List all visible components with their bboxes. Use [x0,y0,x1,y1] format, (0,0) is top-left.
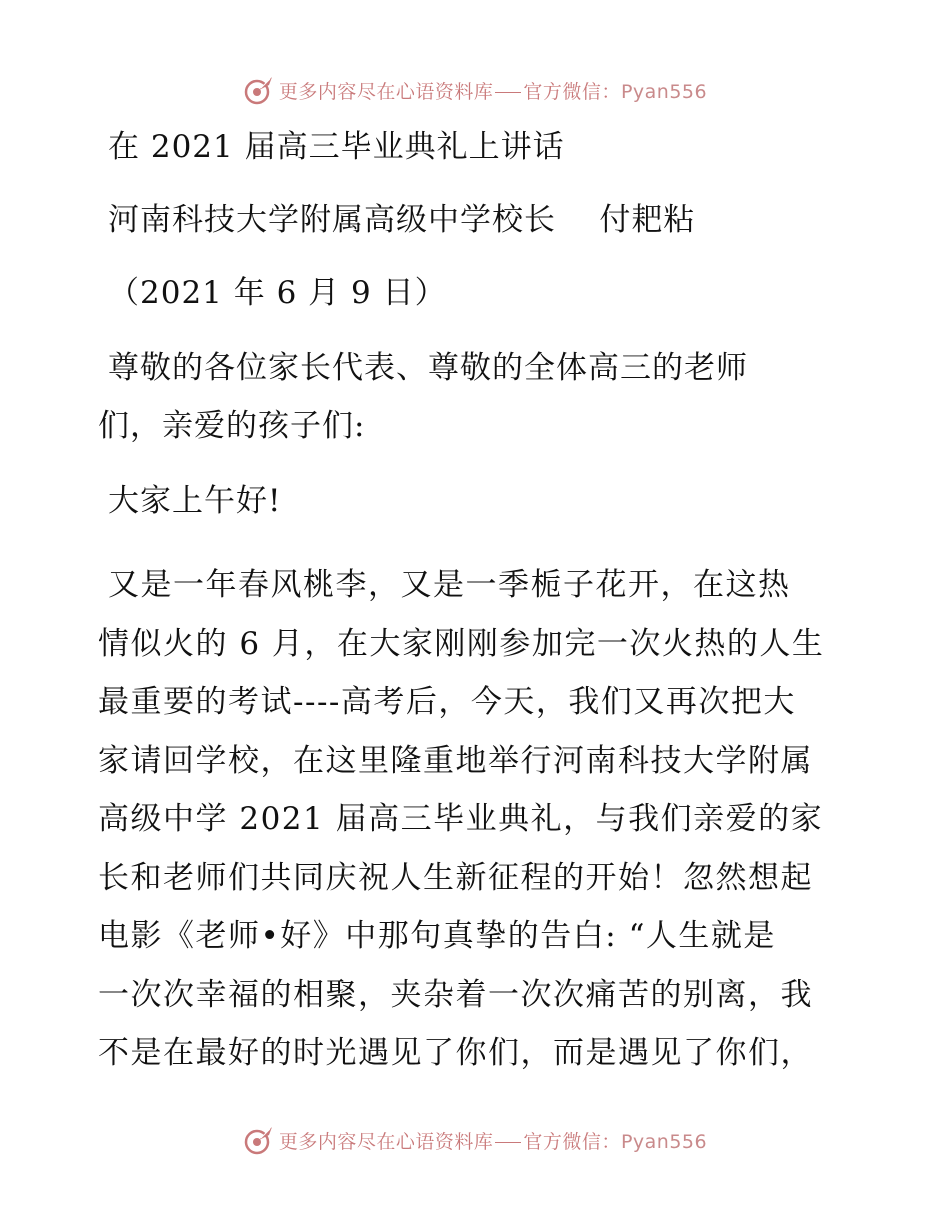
paragraph-line: 又是一年春风桃李，又是一季栀子花开，在这热 [108,567,791,603]
watermark-header [0,70,950,110]
speech-date: （2021 年 6 月 9 日） [108,275,447,311]
paragraph-line: 一次次幸福的相聚，夹杂着一次次痛苦的别离，我 [98,976,813,1013]
paragraph-line: 长和老师们共同庆祝人生新征程的开始！忽然想起 [98,859,813,896]
salutation-line-1: 尊敬的各位家长代表、尊敬的全体高三的老师 [108,350,748,386]
speaker-line: 河南科技大学附属高级中学校长 付耙粘 [108,202,696,238]
watermark-text: 更多内容尽在心语资料库 官方微信：Pyan556 [278,1130,708,1153]
paragraph-line: 最重要的考试----高考后，今天，我们又再次把大 [98,684,796,720]
speech-paragraph [98,556,858,1083]
greeting-line: 大家上午好! [108,483,282,519]
watermark-footer [0,1120,950,1160]
paragraph-line: 电影《老师•好》中那句真挚的告白: “人生就是 [98,918,776,954]
feather-pen-logo-icon [243,1124,275,1156]
watermark-text: 更多内容尽在心语资料库 官方微信：Pyan556 [278,80,708,103]
paragraph-line: 情似火的 6 月，在大家刚刚参加完一次火热的人生 [98,625,825,662]
speech-title: 在 2021 届高三毕业典礼上讲话 [108,129,565,165]
paragraph-line: 不是在最好的时光遇见了你们，而是遇见了你们， [98,1035,813,1071]
salutation-line-2: 们，亲爱的孩子们: [98,408,366,444]
paragraph-line: 高级中学 2021 届高三毕业典礼，与我们亲爱的家 [98,801,824,837]
paragraph-line: 家请回学校，在这里隆重地举行河南科技大学附属 [98,742,813,779]
feather-pen-logo-icon [243,74,275,106]
